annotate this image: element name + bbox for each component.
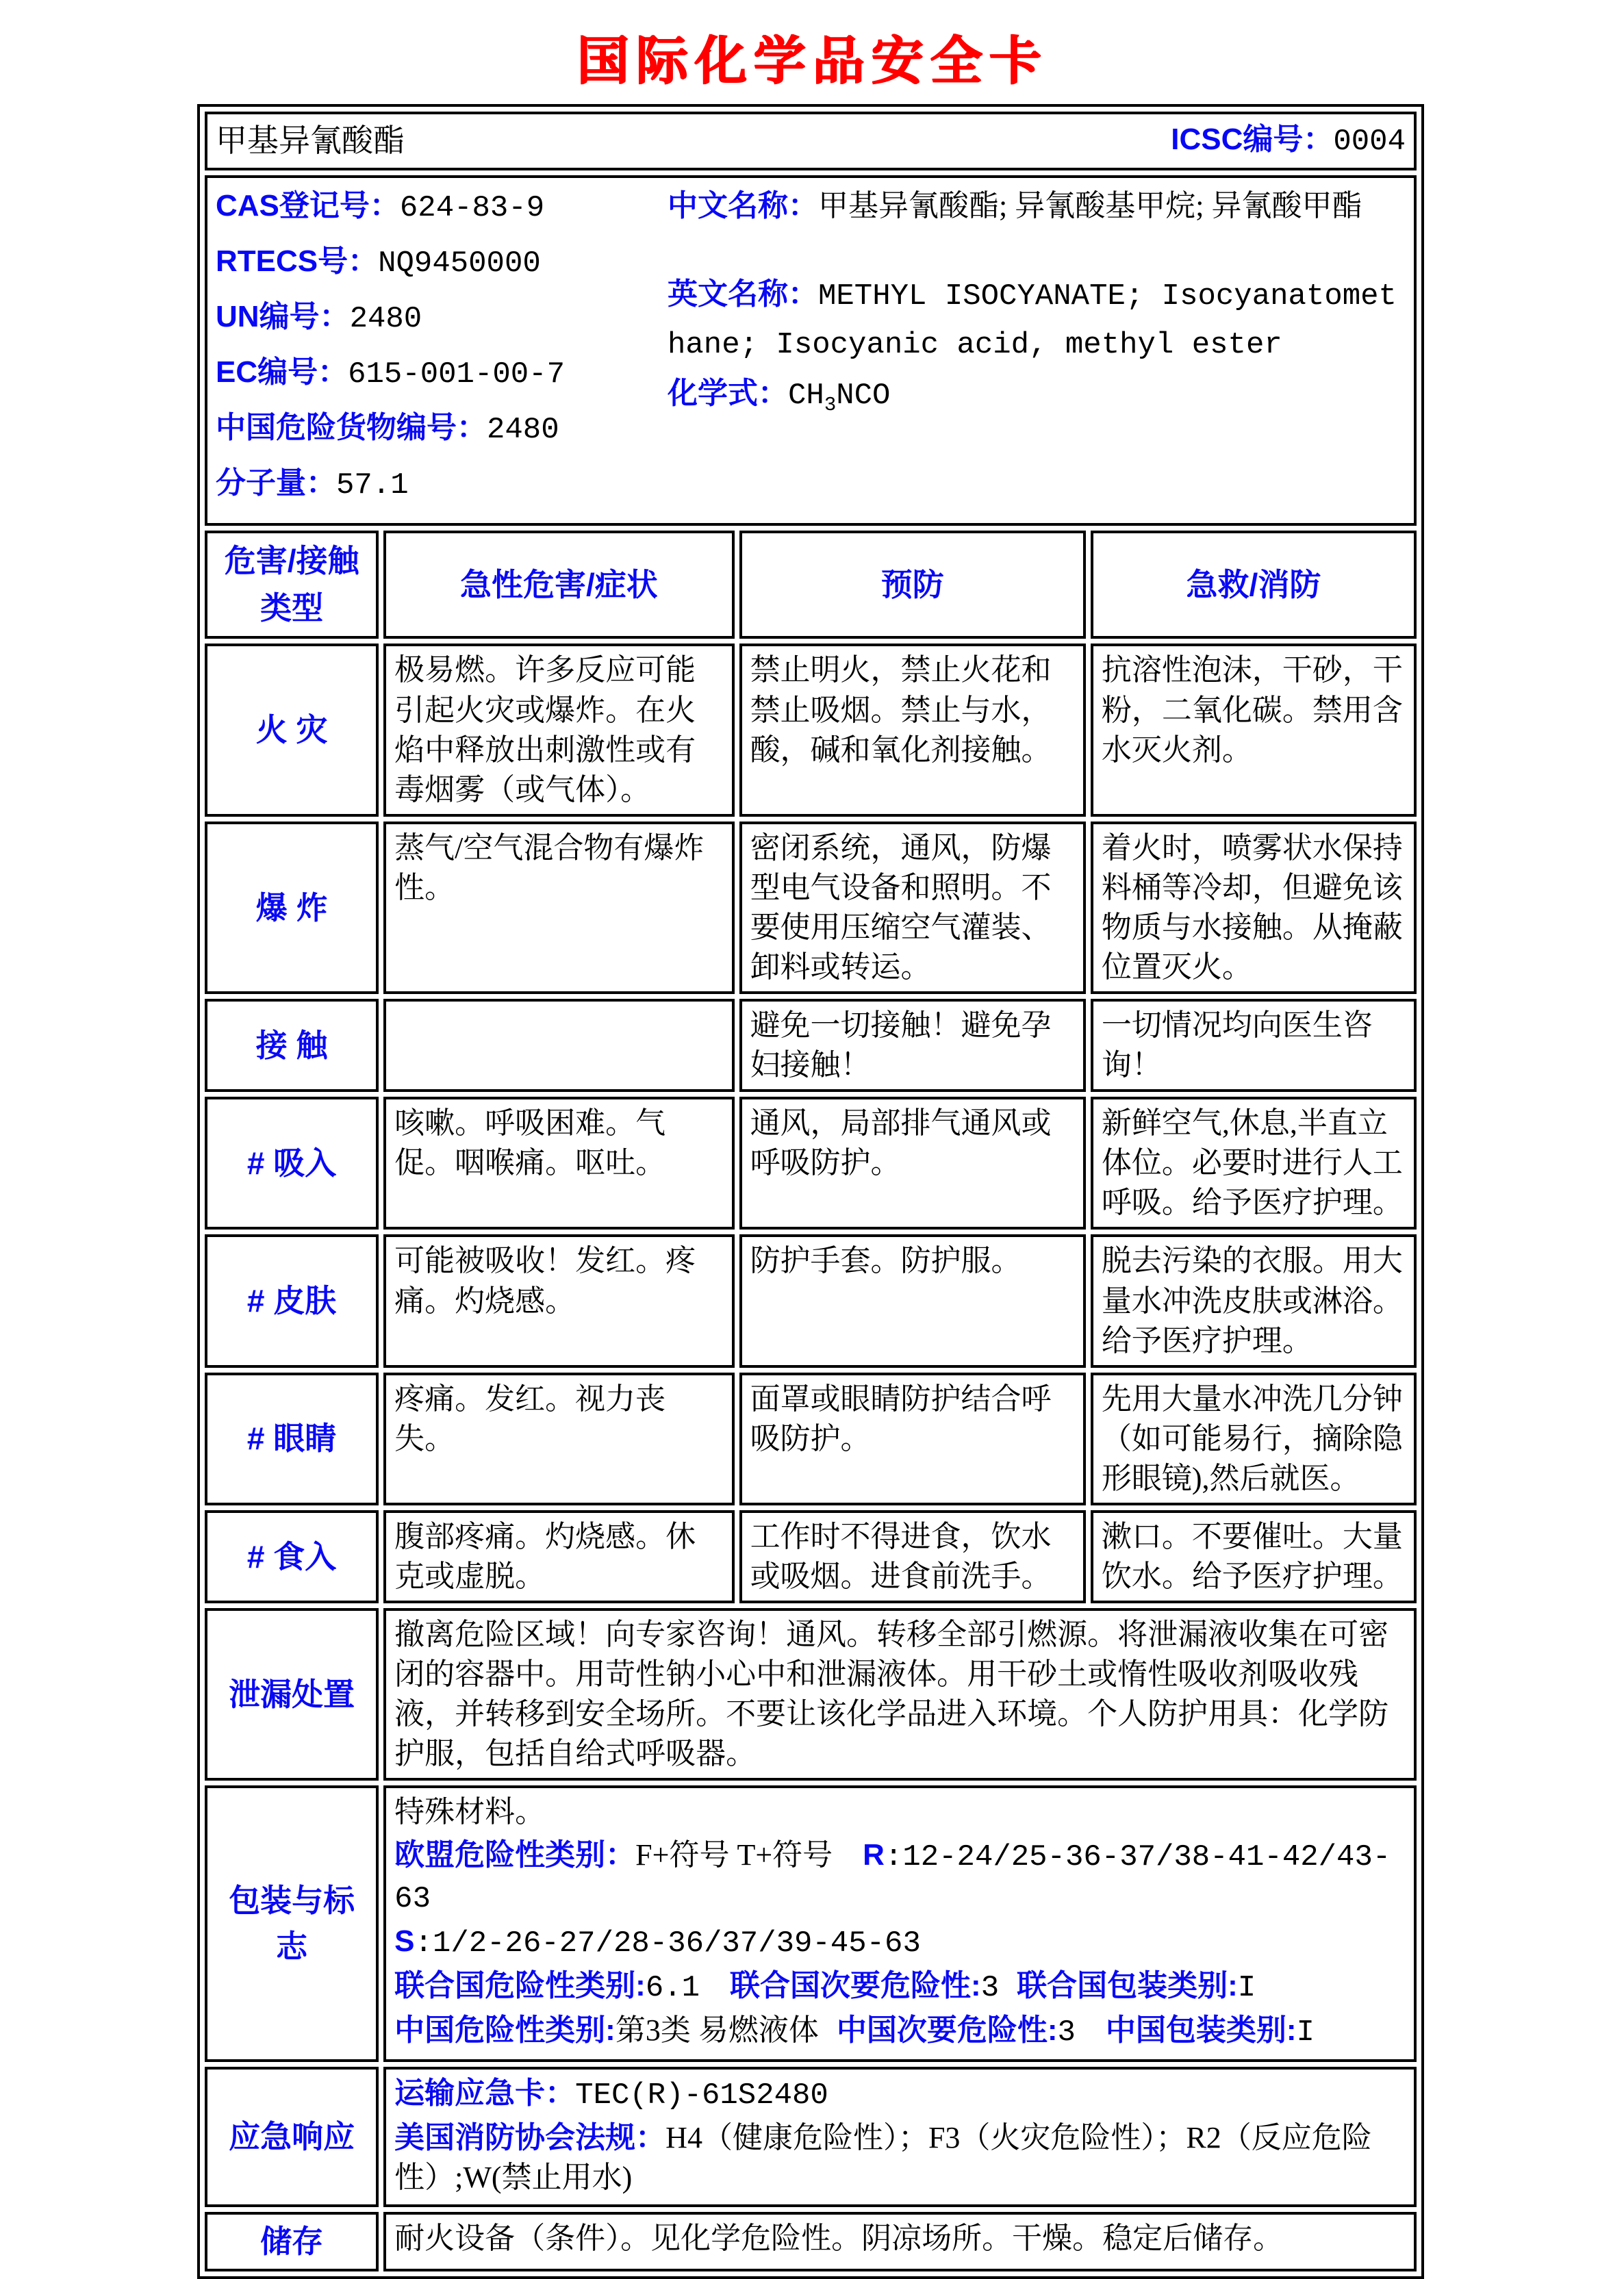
cn-packing-group-value: I [1296, 2015, 1315, 2050]
eu-hazard-class-line [394, 1835, 1406, 1919]
hazard-row-ingestion [205, 1510, 1417, 1603]
formula-post: NCO [836, 379, 891, 413]
formula-label: 化学式： [668, 377, 788, 411]
row-label-inhalation: # 吸入 [205, 1097, 379, 1230]
skin-symptoms: 可能被吸收！发红。疼痛。灼烧感。 [383, 1234, 734, 1367]
ingestion-response: 漱口。不要催吐。大量饮水。给予医疗护理。 [1091, 1510, 1417, 1603]
row-label-fire: 火 灾 [205, 644, 379, 816]
identifier-list [216, 182, 668, 519]
cas-field [216, 186, 668, 228]
row-label-ingestion: # 食入 [205, 1510, 379, 1603]
identification-row [205, 175, 1417, 526]
eyes-response: 先用大量水冲洗几分钟（如可能易行，摘除隐形眼镜),然后就医。 [1091, 1373, 1417, 1505]
page-title: 国际化学品安全卡 [576, 32, 1048, 90]
contact-symptoms [383, 999, 734, 1092]
row-label-skin: # 皮肤 [205, 1234, 379, 1367]
identification-cell [205, 175, 1417, 526]
cn-dangerous-goods-label: 中国危险货物编号： [216, 411, 487, 445]
inhalation-prevention: 通风，局部排气通风或呼吸防护。 [739, 1097, 1086, 1230]
hazard-row-inhalation [205, 1097, 1417, 1230]
packaging-labelling-row [205, 1785, 1417, 2061]
molecular-weight-label: 分子量： [216, 466, 336, 500]
row-label-explosion: 爆 炸 [205, 822, 379, 994]
icsc-card-table [197, 104, 1424, 2279]
cn-hazard-class-value: 第3类 易燃液体 [615, 2013, 819, 2047]
transport-emergency-card-line [394, 2074, 1406, 2115]
cn-subsidiary-risk-label: 中国次要危险性: [836, 2013, 1058, 2047]
ec-field [216, 353, 668, 394]
explosion-prevention: 密闭系统，通风，防爆型电气设备和照明。不要使用压缩空气灌装、卸料或转运。 [739, 822, 1086, 994]
formula-subscript: 3 [824, 394, 837, 417]
formula-value [788, 379, 891, 417]
eyes-symptoms: 疼痛。发红。视力丧失。 [383, 1373, 734, 1505]
explosion-response: 着火时，喷雾状水保持料桶等冷却，但避免该物质与水接触。从掩蔽位置灭火。 [1091, 822, 1417, 994]
row-label-eyes: # 眼睛 [205, 1373, 379, 1505]
transport-emergency-card-value: TEC(R)-61S2480 [575, 2078, 828, 2113]
cn-hazard-class-label: 中国危险性类别: [394, 2013, 616, 2047]
hazard-row-fire [205, 644, 1417, 816]
fire-prevention: 禁止明火，禁止火花和禁止吸烟。禁止与水，酸，碱和氧化剂接触。 [739, 644, 1086, 816]
cas-value: 624-83-9 [399, 191, 545, 225]
icsc-number-label: ICSC编号： [1171, 123, 1334, 157]
s-phrases-label: S [394, 1924, 415, 1958]
names-block [668, 182, 1406, 519]
icsc-number-value: 0004 [1333, 125, 1406, 160]
row-label-emergency: 应急响应 [205, 2067, 379, 2207]
hazard-row-explosion [205, 822, 1417, 994]
spill-disposal-row [205, 1608, 1417, 1781]
cn-dangerous-goods-field [216, 408, 668, 450]
hazard-row-contact [205, 999, 1417, 1092]
ingestion-prevention: 工作时不得进食，饮水或吸烟。进食前洗手。 [739, 1510, 1086, 1603]
english-name-field [668, 271, 1406, 368]
skin-response: 脱去污染的衣服。用大量水冲洗皮肤或淋浴。给予医疗护理。 [1091, 1234, 1417, 1367]
un-field [216, 297, 668, 339]
hazard-row-eyes [205, 1373, 1417, 1505]
hazard-row-skin [205, 1234, 1417, 1367]
chinese-name-label: 中文名称： [668, 189, 818, 222]
fire-response: 抗溶性泡沫，干砂，干粉，二氧化碳。禁用含水灭火剂。 [1091, 644, 1417, 816]
un-hazard-class-label: 联合国危险性类别: [394, 1968, 646, 2002]
nfpa-code-line [394, 2118, 1406, 2198]
emergency-response-content [383, 2067, 1417, 2207]
substance-name: 甲基异氰酸酯 [216, 123, 405, 158]
fire-symptoms: 极易燃。许多反应可能引起火灾或爆炸。在火焰中释放出刺激性或有毒烟雾（或气体）。 [383, 644, 734, 816]
nfpa-code-label: 美国消防协会法规： [394, 2120, 666, 2154]
molecular-weight-value: 57.1 [336, 468, 409, 503]
un-packing-group-value: I [1237, 1970, 1256, 2005]
cas-label: CAS登记号： [216, 189, 400, 222]
s-phrases-line [394, 1922, 1406, 1963]
packaging-labelling-content [383, 1785, 1417, 2061]
r-phrases-label: R [863, 1837, 885, 1872]
chinese-name-value: 甲基异氰酸酯; 异氰酸基甲烷; 异氰酸甲酯 [818, 189, 1362, 222]
row-label-packaging: 包装与标志 [205, 1785, 379, 2061]
storage-text: 耐火设备（条件）。见化学危险性。阴凉场所。干燥。稳定后储存。 [383, 2212, 1417, 2271]
name-bar-cell [205, 112, 1417, 170]
special-material-line: 特殊材料。 [394, 1795, 546, 1829]
s-phrases-value: :1/2-26-27/28-36/37/39-45-63 [414, 1926, 921, 1961]
transport-emergency-card-label: 运输应急卡： [394, 2076, 576, 2110]
header-first-aid: 急救/消防 [1091, 531, 1417, 639]
ec-label: EC编号： [216, 355, 348, 390]
contact-prevention: 避免一切接触！避免孕妇接触！ [739, 999, 1086, 1092]
inhalation-symptoms: 咳嗽。呼吸困难。气促。咽喉痛。呕吐。 [383, 1097, 734, 1230]
skin-prevention: 防护手套。防护服。 [739, 1234, 1086, 1367]
storage-row [205, 2212, 1417, 2271]
formula-field [668, 374, 1406, 418]
name-bar-row [205, 112, 1417, 170]
ingestion-symptoms: 腹部疼痛。灼烧感。休克或虚脱。 [383, 1510, 734, 1603]
icsc-number [1171, 120, 1406, 162]
cn-packing-group-label: 中国包装类别: [1105, 2013, 1297, 2047]
formula-pre: CH [788, 379, 824, 413]
explosion-symptoms: 蒸气/空气混合物有爆炸性。 [383, 822, 734, 994]
inhalation-response: 新鲜空气,休息,半直立体位。必要时进行人工呼吸。给予医疗护理。 [1091, 1097, 1417, 1230]
chinese-name-field [668, 186, 1406, 226]
header-hazard-type: 危害/接触 类型 [205, 531, 379, 639]
row-label-spill-disposal: 泄漏处置 [205, 1608, 379, 1781]
cn-subsidiary-risk-value: 3 [1057, 2015, 1076, 2050]
contact-response: 一切情况均向医生咨询！ [1091, 999, 1417, 1092]
cn-classification-line [394, 2011, 1406, 2052]
spill-disposal-text: 撤离危险区域！向专家咨询！通风。转移全部引燃源。将泄漏液收集在可密闭的容器中。用苛性钠小心中和泄漏液体。用干砂土或惰性吸收剂吸收残液，并转移到安全场所。不要让该化学品进入环境。个人防护用具：化学防护服，包括自给式呼吸器。 [383, 1608, 1417, 1781]
un-label: UN编号： [216, 300, 350, 334]
rtecs-field [216, 242, 668, 283]
cn-dangerous-goods-value: 2480 [487, 413, 559, 448]
un-classification-line [394, 1966, 1406, 2008]
un-packing-group-label: 联合国包装类别: [1017, 1968, 1238, 2002]
eu-hazard-class-value: F+符号 T+符号 [635, 1837, 833, 1872]
emergency-response-row [205, 2067, 1417, 2207]
nfpa-code-value: H4（健康危险性）；F3（火灾危险性）；R2（反应危险性）;W(禁止用水) [394, 2120, 1372, 2195]
hazard-header-row [205, 531, 1417, 639]
eyes-prevention: 面罩或眼睛防护结合呼吸防护。 [739, 1373, 1086, 1505]
molecular-weight-field [216, 463, 668, 505]
un-value: 2480 [349, 302, 422, 337]
rtecs-value: NQ9450000 [378, 246, 541, 281]
header-prevention: 预防 [739, 531, 1086, 639]
english-name-value: METHYL ISOCYANATE; Isocyanatomethane; Isocyanic acid, methyl ester [668, 279, 1397, 363]
row-label-storage: 储存 [205, 2212, 379, 2271]
un-hazard-class-value: 6.1 [645, 1970, 700, 2005]
row-label-contact: 接 触 [205, 999, 379, 1092]
un-subsidiary-risk-value: 3 [980, 1970, 1000, 2005]
english-name-label: 英文名称： [668, 277, 818, 311]
ec-value: 615-001-00-7 [348, 357, 565, 392]
r-phrases-value: :12-24/25-36-37/38-41-42/43-63 [394, 1839, 1391, 1916]
un-subsidiary-risk-label: 联合国次要危险性: [730, 1968, 981, 2002]
header-acute-symptoms: 急性危害/症状 [383, 531, 734, 639]
rtecs-label: RTECS号： [216, 244, 379, 279]
eu-hazard-class-label: 欧盟危险性类别： [394, 1837, 636, 1872]
